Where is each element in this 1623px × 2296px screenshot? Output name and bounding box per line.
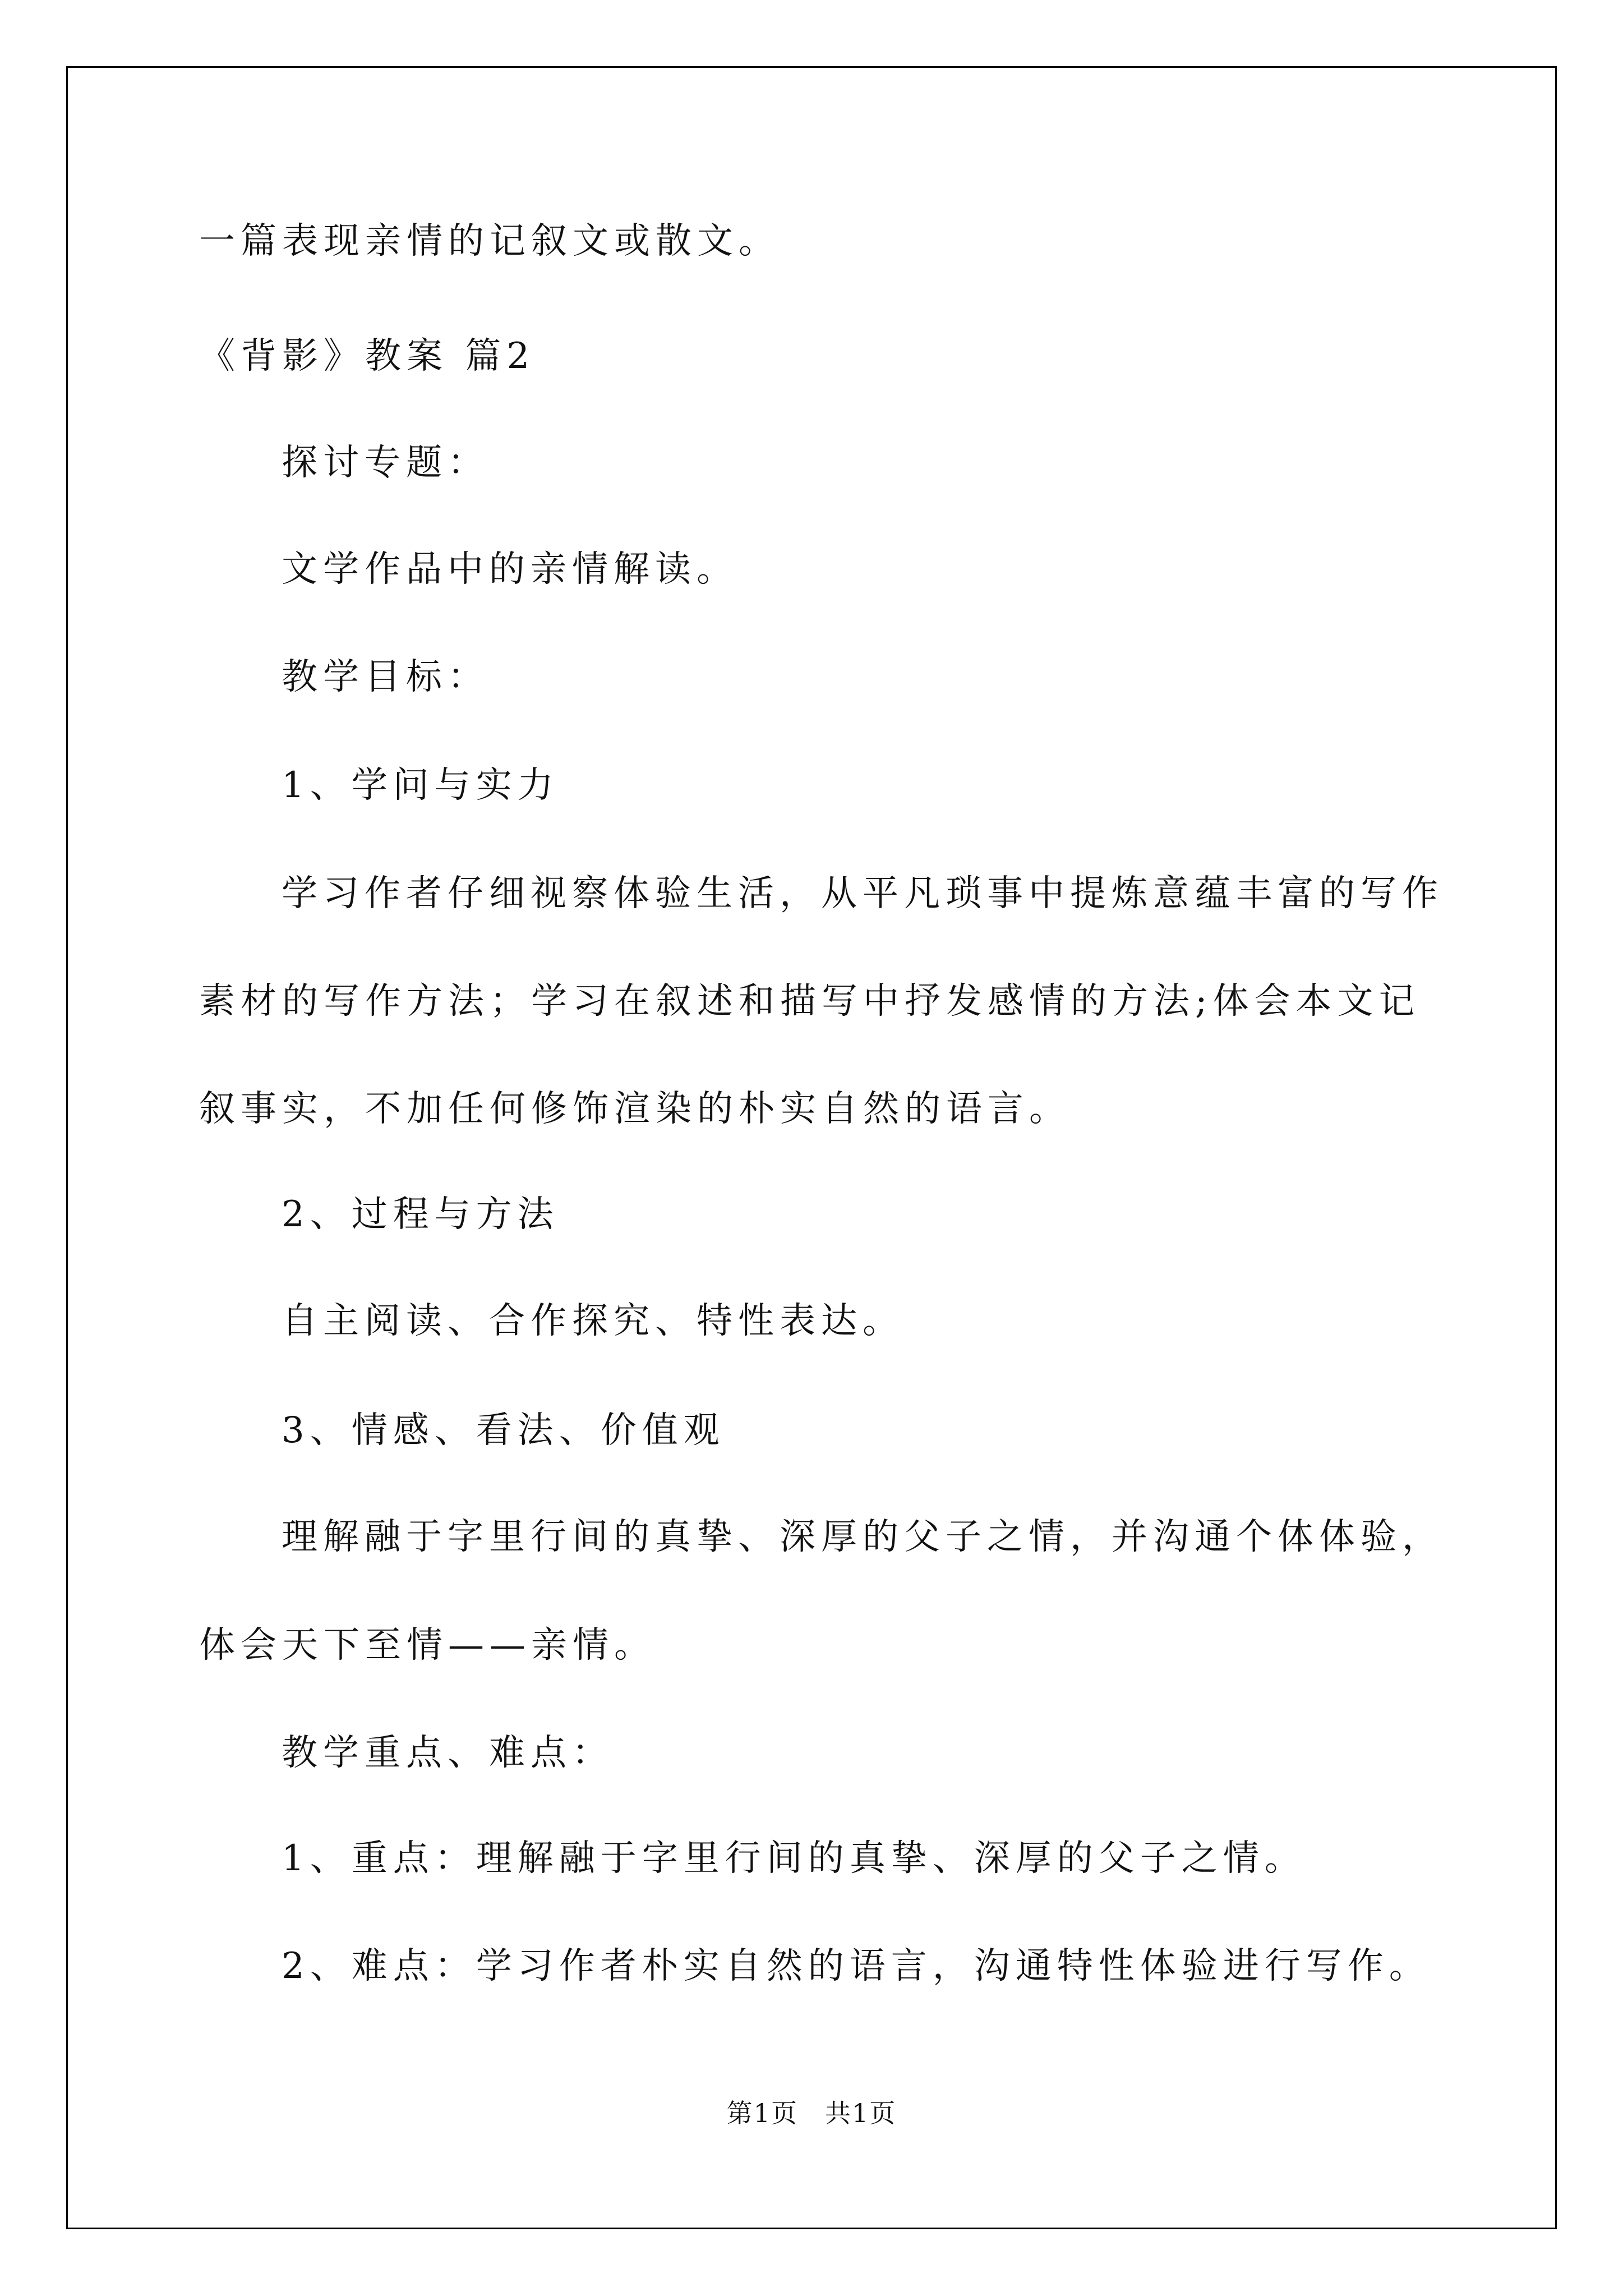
text-line: 理解融于字里行间的真挚、深厚的父子之情，并沟通个体体验， [282,1516,1444,1558]
text-line: 1、重点：理解融于字里行间的真挚、深厚的父子之情。 [282,1838,1306,1879]
text-line: 素材的写作方法；学习在叙述和描写中抒发感情的方法;体会本文记 [199,981,1421,1022]
text-line: 1、学问与实力 [282,765,559,806]
text-line: 学习作者仔细视察体验生活，从平凡琐事中提炼意蕴丰富的写作 [282,873,1444,914]
text-line: 一篇表现亲情的记叙文或散文。 [199,220,780,262]
page-footer: 第1页 共1页 [726,2098,897,2128]
page-border [66,66,1557,2229]
text-line: 教学重点、难点： [282,1732,614,1774]
section-heading: 《背影》教案 篇2 [199,335,536,377]
text-line: 叙事实，不加任何修饰渲染的朴实自然的语言。 [199,1088,1071,1130]
text-line: 自主阅读、合作探究、特性表达。 [282,1300,904,1342]
text-line: 探讨专题： [282,442,489,484]
text-line: 2、过程与方法 [282,1194,559,1235]
text-line: 教学目标： [282,656,489,698]
text-line: 2、难点：学习作者朴实自然的语言，沟通特性体验进行写作。 [282,1945,1431,1987]
text-line: 文学作品中的亲情解读。 [282,549,738,590]
text-line: 3、情感、看法、价值观 [282,1410,725,1451]
text-line: 体会天下至情——亲情。 [199,1625,656,1666]
